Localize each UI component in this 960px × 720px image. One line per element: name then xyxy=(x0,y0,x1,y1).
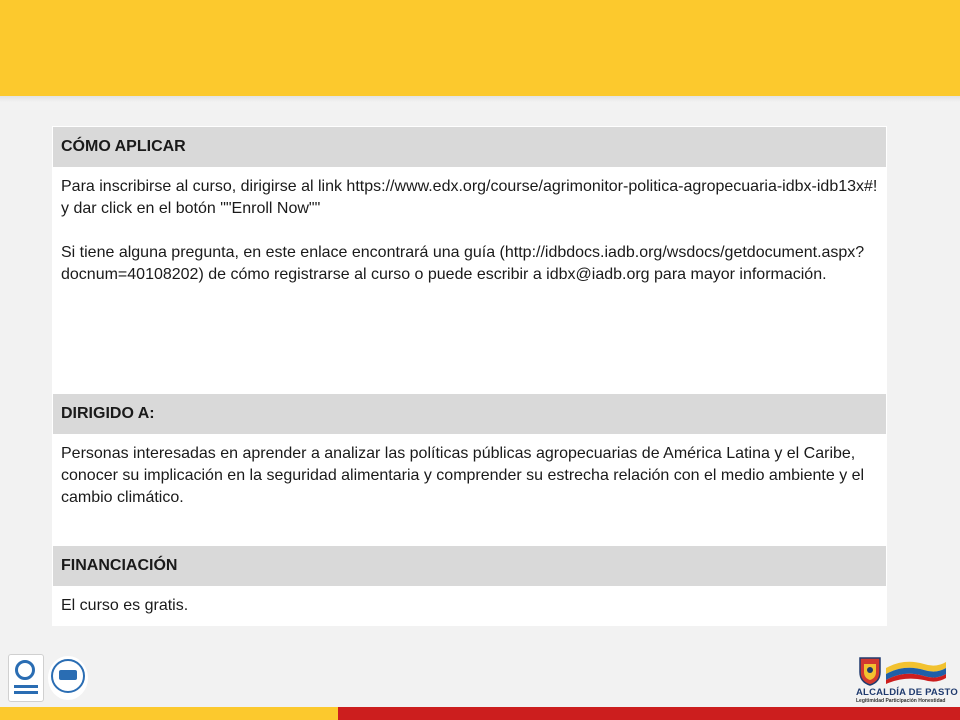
flag-wave-icon xyxy=(884,658,948,686)
funding-text: El curso es gratis. xyxy=(61,597,189,614)
certification-bar-icon xyxy=(14,691,38,694)
section-body-funding xyxy=(53,587,887,626)
certification-ring-icon xyxy=(15,660,35,680)
section-header-apply xyxy=(53,127,887,168)
table-row xyxy=(53,394,887,435)
top-band-shadow xyxy=(0,96,960,102)
section-title-funding: FINANCIACIÓN xyxy=(61,557,178,574)
certification-bar-icon xyxy=(14,685,38,688)
apply-help-text: Si tiene alguna pregunta, en este enlace encontrará una guía (http://idbdocs.iadb.org/wsdocs/getdocument.aspx?docnum=40108202) de cómo registrarse al curso o puede escribir a idbx@iadb.org para mayor información. xyxy=(61,244,865,283)
section-header-target xyxy=(53,394,887,435)
alcaldia-name: ALCALDÍA DE PASTO xyxy=(856,687,958,698)
pasto-seal-icon xyxy=(856,656,884,686)
section-body-apply xyxy=(53,168,887,394)
course-info-table xyxy=(52,126,887,626)
alcaldia-tagline: Legitimidad Participación Honestidad xyxy=(856,698,946,704)
table-row xyxy=(53,587,887,626)
footer-stripe-yellow xyxy=(0,707,338,720)
section-title-apply: CÓMO APLICAR xyxy=(61,138,186,155)
top-yellow-band xyxy=(0,0,960,96)
section-body-target xyxy=(53,435,887,546)
table-row xyxy=(53,168,887,394)
table-row xyxy=(53,435,887,546)
section-header-funding xyxy=(53,546,887,587)
apply-instructions-text: Para inscribirse al curso, dirigirse al link https://www.edx.org/course/agrimonitor-politica-agropecuaria-idbx-idb13x#! y dar click en el botón ""Enroll Now"" xyxy=(61,178,878,217)
footer-stripe-red xyxy=(338,707,960,720)
table-row xyxy=(53,127,887,168)
target-audience-text: Personas interesadas en aprender a analizar las políticas públicas agropecuarias de América Latina y el Caribe, conocer su implicación en la seguridad alimentaria y comprender su estrecha relación con el medio ambiente y el cambio climático. xyxy=(61,445,865,506)
iqnet-badge-icon xyxy=(59,670,77,680)
iso-certification-icon xyxy=(8,654,44,702)
section-title-target: DIRIGIDO A: xyxy=(61,405,155,422)
iqnet-certification-icon xyxy=(48,656,88,700)
table-row xyxy=(53,546,887,587)
